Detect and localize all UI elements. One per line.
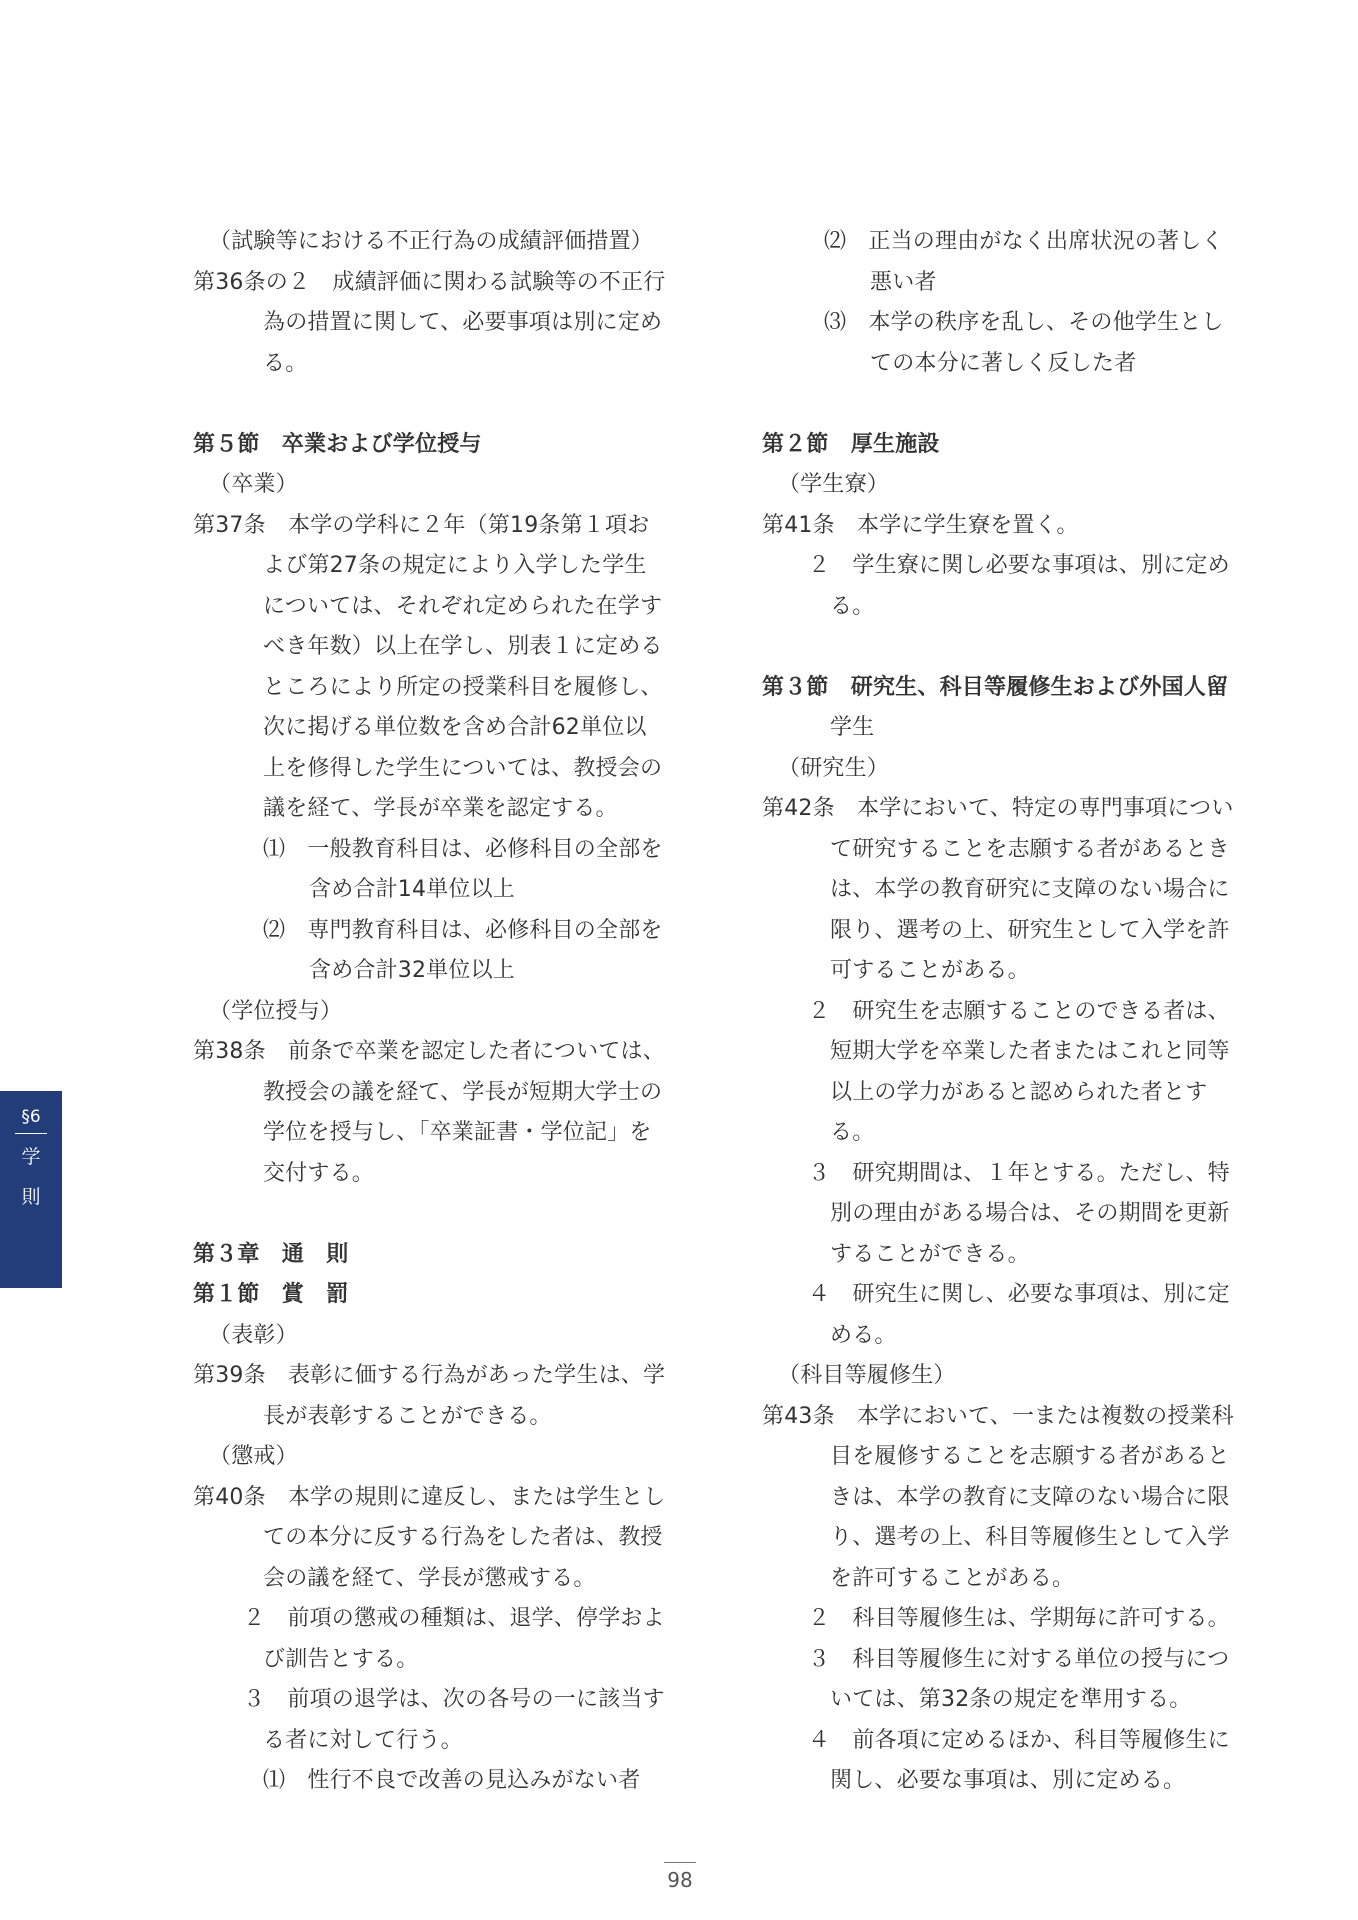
text-line: 次に掲げる単位数を含め合計62単位以 bbox=[263, 715, 647, 740]
section-char-1: 学 bbox=[21, 1146, 41, 1168]
text-line: り、選考の上、科目等履修生として入学 bbox=[830, 1525, 1230, 1550]
text-line: いては、第32条の規定を準用する。 bbox=[830, 1687, 1192, 1712]
article-line: 第42条 本学において、特定の専門事項につい bbox=[762, 796, 1234, 821]
text-line: て研究することを志願する者があるとき bbox=[830, 836, 1230, 862]
text-line: 上を修得した学生については、教授会の bbox=[263, 755, 663, 781]
text-line: ての本分に反する行為をした者は、教授 bbox=[263, 1525, 663, 1550]
text-line: る。 bbox=[830, 593, 875, 619]
section-side-tab bbox=[0, 1091, 62, 1288]
section-heading: 第２節 厚生施設 bbox=[762, 431, 940, 457]
section-heading: 第５節 卒業および学位授与 bbox=[193, 431, 482, 457]
left-column bbox=[193, 222, 673, 1802]
article-caption: （試験等における不正行為の成績評価措置） bbox=[209, 229, 654, 254]
section-char-2: 則 bbox=[21, 1186, 41, 1208]
text-line: 為の措置に関して、必要事項は別に定め bbox=[263, 310, 663, 335]
article-caption: （懲戒） bbox=[209, 1444, 298, 1469]
text-line: ⑴ 一般教育科目は、必修科目の全部を bbox=[263, 836, 663, 862]
text-line: 含め合計14単位以上 bbox=[309, 877, 515, 902]
text-line: ２ 研究生を志願することのできる者は、 bbox=[808, 998, 1230, 1024]
section-heading: 第１節 賞 罰 bbox=[193, 1282, 349, 1307]
text-line: ４ 前各項に定めるほか、科目等履修生に bbox=[808, 1727, 1230, 1753]
text-line: よび第27条の規定により入学した学生 bbox=[263, 553, 647, 578]
text-line: ３ 研究期間は、１年とする。ただし、特 bbox=[808, 1160, 1230, 1186]
text-line: については、それぞれ定められた在学す bbox=[263, 593, 663, 619]
article-line: 第36条の２ 成績評価に関わる試験等の不正行 bbox=[193, 269, 666, 295]
section-number: §6 bbox=[15, 1105, 47, 1134]
text-line: ３ 前項の退学は、次の各号の一に該当す bbox=[243, 1687, 665, 1712]
text-line: 短期大学を卒業した者またはこれと同等 bbox=[830, 1039, 1230, 1064]
article-caption: （学生寮） bbox=[778, 472, 890, 497]
article-caption: （学位授与） bbox=[209, 998, 343, 1024]
text-line: きは、本学の教育に支障のない場合に限 bbox=[830, 1484, 1230, 1510]
text-line: び訓告とする。 bbox=[263, 1646, 419, 1672]
text-line: ⑵ 専門教育科目は、必修科目の全部を bbox=[263, 917, 663, 943]
text-line: る。 bbox=[830, 1120, 875, 1145]
blank-line bbox=[762, 627, 1242, 668]
article-caption: （表彰） bbox=[209, 1322, 298, 1348]
section-heading: 第３章 通 則 bbox=[193, 1241, 349, 1267]
text-line: 可することがある。 bbox=[830, 958, 1030, 983]
blank-line bbox=[193, 384, 673, 425]
text-line: ２ 学生寮に関し必要な事項は、別に定め bbox=[808, 553, 1230, 578]
article-line: 第40条 本学の規則に違反し、または学生とし bbox=[193, 1484, 666, 1510]
text-line: める。 bbox=[830, 1322, 897, 1348]
text-line: る。 bbox=[263, 350, 308, 376]
text-line: 目を履修することを志願する者があると bbox=[830, 1444, 1230, 1469]
article-line: 第37条 本学の学科に２年（第19条第１項お bbox=[193, 512, 650, 538]
text-line: 交付する。 bbox=[263, 1160, 375, 1186]
page-number: 98 bbox=[667, 1868, 693, 1892]
article-line: 第43条 本学において、一または複数の授業科 bbox=[762, 1403, 1234, 1429]
blank-line bbox=[193, 1194, 673, 1235]
article-line: 第41条 本学に学生寮を置く。 bbox=[762, 512, 1079, 538]
right-column bbox=[762, 222, 1242, 1802]
page-number-rule bbox=[664, 1862, 696, 1863]
text-line: 長が表彰することができる。 bbox=[263, 1403, 552, 1429]
article-line: 第39条 表彰に価する行為があった学生は、学 bbox=[193, 1363, 666, 1388]
text-line: することができる。 bbox=[830, 1241, 1030, 1267]
text-line: ⑶ 本学の秩序を乱し、その他学生とし bbox=[824, 310, 1224, 335]
text-line: 教授会の議を経て、学長が短期大学士の bbox=[263, 1079, 663, 1105]
text-line: 含め合計32単位以上 bbox=[309, 958, 515, 983]
text-line: ４ 研究生に関し、必要な事項は、別に定 bbox=[808, 1282, 1230, 1307]
text-line: を許可することがある。 bbox=[830, 1565, 1075, 1591]
text-line: 関し、必要な事項は、別に定める。 bbox=[830, 1768, 1186, 1793]
article-caption: （研究生） bbox=[778, 755, 890, 781]
text-line: 議を経て、学長が卒業を認定する。 bbox=[263, 796, 618, 821]
text-line: ２ 科目等履修生は、学期毎に許可する。 bbox=[808, 1606, 1230, 1631]
text-line: ところにより所定の授業科目を履修し、 bbox=[263, 674, 663, 700]
article-caption: （科目等履修生） bbox=[778, 1363, 956, 1388]
text-line: 学位を授与し、「卒業証書・学位記」を bbox=[263, 1120, 652, 1145]
text-line: ３ 科目等履修生に対する単位の授与につ bbox=[808, 1646, 1230, 1672]
article-caption: （卒業） bbox=[209, 472, 298, 497]
text-line: は、本学の教育研究に支障のない場合に bbox=[830, 877, 1230, 902]
article-line: 第38条 前条で卒業を認定した者については、 bbox=[193, 1039, 665, 1064]
text-line: ２ 前項の懲戒の種類は、退学、停学およ bbox=[243, 1606, 665, 1631]
text-line: べき年数）以上在学し、別表１に定める bbox=[263, 634, 663, 659]
text-line: 限り、選考の上、研究生として入学を許 bbox=[830, 917, 1230, 943]
text-line: ⑴ 性行不良で改善の見込みがない者 bbox=[263, 1768, 641, 1793]
blank-line bbox=[762, 384, 1242, 425]
text-line: 別の理由がある場合は、その期間を更新 bbox=[830, 1201, 1230, 1226]
text-line: 会の議を経て、学長が懲戒する。 bbox=[263, 1565, 596, 1591]
section-heading: 第３節 研究生、科目等履修生および外国人留 bbox=[762, 674, 1229, 700]
text-line: る者に対して行う。 bbox=[263, 1727, 463, 1753]
text-line: 悪い者 bbox=[870, 269, 937, 295]
text-line: 学生 bbox=[830, 715, 875, 740]
text-line: 以上の学力があると認められた者とす bbox=[830, 1079, 1208, 1105]
text-line: ての本分に著しく反した者 bbox=[870, 350, 1137, 376]
text-line: ⑵ 正当の理由がなく出席状況の著しく bbox=[824, 229, 1224, 254]
